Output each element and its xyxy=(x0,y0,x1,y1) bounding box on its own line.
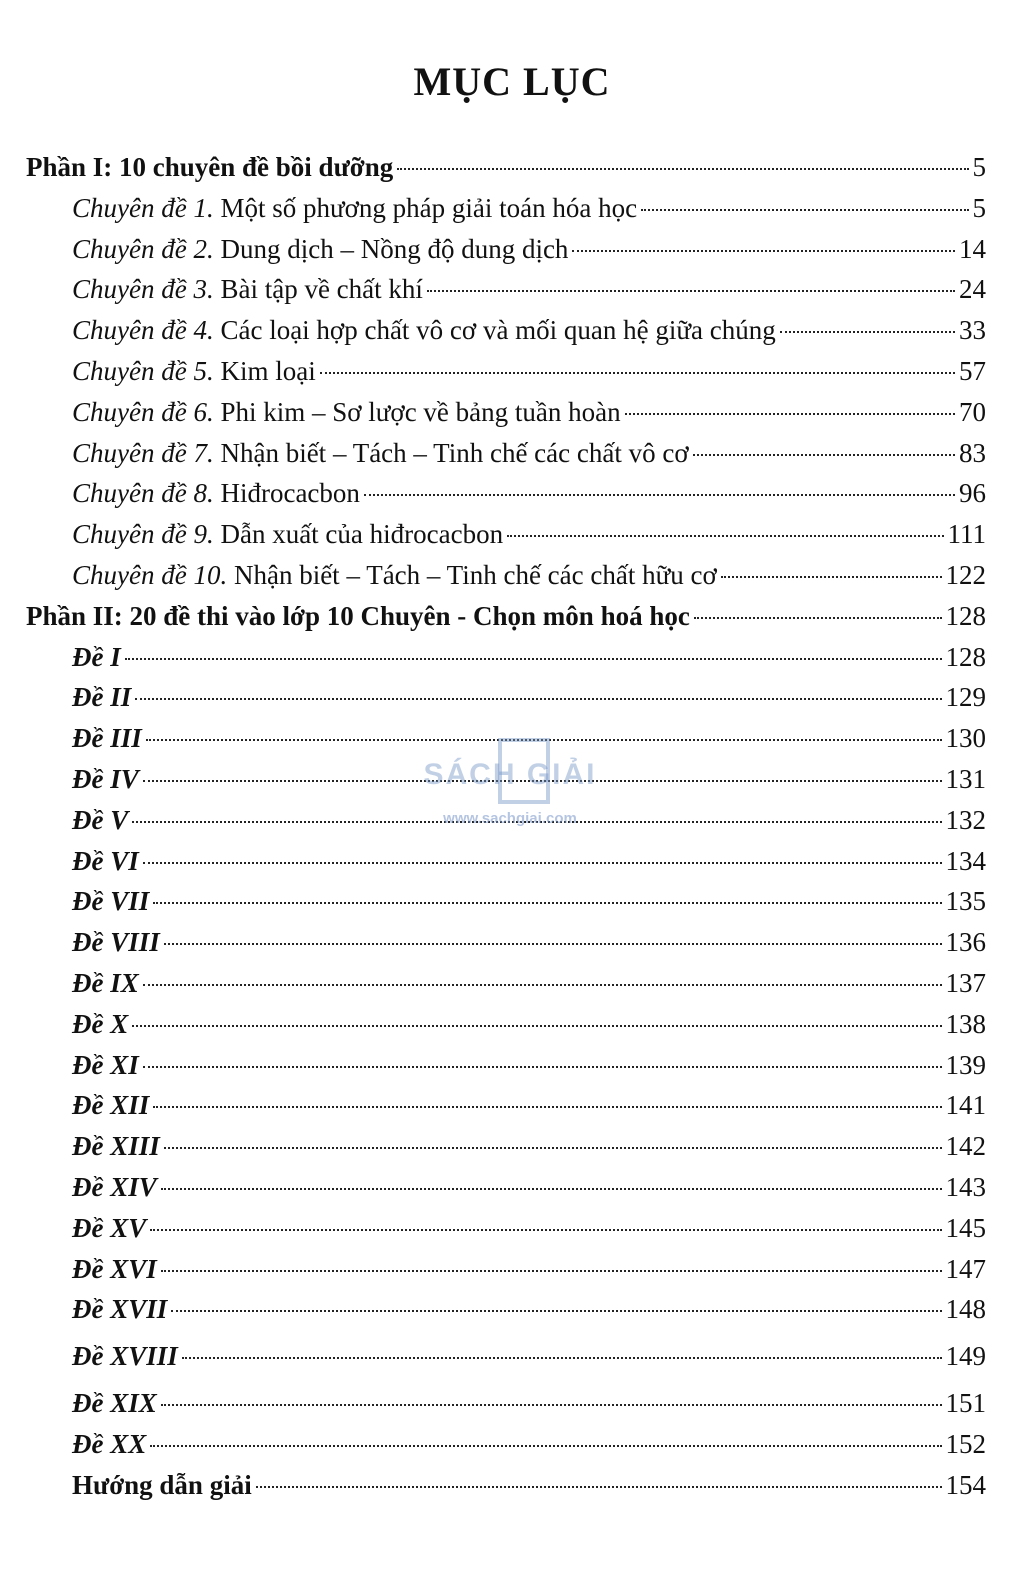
exam-label: Đề IX xyxy=(72,967,139,998)
toc-exam-12[interactable] xyxy=(26,1090,986,1131)
exam-page: 130 xyxy=(945,723,986,754)
toc-topic-1[interactable] xyxy=(26,193,986,234)
exam-page: 142 xyxy=(945,1131,986,1162)
dot-leader xyxy=(572,250,955,252)
exam-page: 149 xyxy=(945,1341,986,1372)
toc-exam-1[interactable] xyxy=(26,642,986,683)
topic-page: 5 xyxy=(972,192,986,223)
exam-page: 137 xyxy=(945,967,986,998)
toc-topic-10[interactable] xyxy=(26,560,986,601)
exam-label: Đề VI xyxy=(72,845,139,876)
exam-page: 134 xyxy=(945,845,986,876)
exam-label: Đề III xyxy=(72,723,142,754)
toc-exam-5[interactable] xyxy=(26,805,986,846)
dot-leader xyxy=(164,1147,942,1149)
topic-title: Một số phương pháp giải toán hóa học xyxy=(213,192,638,223)
topic-title: Các loại hợp chất vô cơ và mối quan hệ giữa chúng xyxy=(213,315,776,346)
topic-prefix: Chuyên đề 10. xyxy=(72,559,228,590)
toc-guide-label: Hướng dẫn giải xyxy=(72,1469,252,1500)
topic-page: 96 xyxy=(959,478,986,509)
dot-leader xyxy=(150,1445,941,1447)
toc-exam-3[interactable] xyxy=(26,723,986,764)
exam-label: Đề II xyxy=(72,682,132,713)
topic-title: Phi kim – Sơ lược về bảng tuần hoàn xyxy=(213,396,621,427)
exam-page: 132 xyxy=(945,804,986,835)
exam-label: Đề XIII xyxy=(72,1131,160,1162)
toc-topic-6[interactable] xyxy=(26,397,986,438)
exam-page: 131 xyxy=(945,763,986,794)
topic-page: 24 xyxy=(959,274,986,305)
exam-label: Đề X xyxy=(72,1008,129,1039)
exam-label: Đề XVI xyxy=(72,1253,157,1284)
watermark-url: www.sachgiai.com xyxy=(443,810,577,827)
exam-label: Đề XVIII xyxy=(72,1341,178,1372)
page-title: MỤC LỤC xyxy=(413,59,611,104)
toc-exam-14[interactable] xyxy=(26,1172,986,1213)
toc-topic-7[interactable] xyxy=(26,438,986,479)
toc-guide[interactable] xyxy=(26,1470,986,1511)
toc-exam-2[interactable] xyxy=(26,682,986,723)
dot-leader xyxy=(143,1066,942,1068)
toc-exam-4[interactable] xyxy=(26,764,986,805)
toc-exam-11[interactable] xyxy=(26,1050,986,1091)
exam-page: 138 xyxy=(945,1008,986,1039)
topic-page: 57 xyxy=(959,355,986,386)
dot-leader xyxy=(150,1229,941,1231)
exam-page: 136 xyxy=(945,927,986,958)
toc-part-1[interactable] xyxy=(26,152,986,193)
topic-prefix: Chuyên đề 9. xyxy=(72,519,214,550)
dot-leader xyxy=(161,1270,942,1272)
dot-leader xyxy=(397,168,968,170)
dot-leader xyxy=(625,413,955,415)
dot-leader xyxy=(132,1025,941,1027)
toc-exam-9[interactable] xyxy=(26,968,986,1009)
toc-exam-13[interactable] xyxy=(26,1131,986,1172)
dot-leader xyxy=(143,780,942,782)
toc-topic-3[interactable] xyxy=(26,274,986,315)
toc-exam-17[interactable] xyxy=(26,1294,986,1335)
topic-title: Bài tập về chất khí xyxy=(213,274,423,305)
exam-label: Đề XII xyxy=(72,1090,150,1121)
exam-label: Đề XIV xyxy=(72,1171,157,1202)
exam-page: 143 xyxy=(945,1171,986,1202)
toc-exam-18[interactable] xyxy=(26,1341,986,1382)
exam-label: Đề IV xyxy=(72,763,139,794)
toc-part-1-page: 5 xyxy=(972,152,986,182)
exam-page: 151 xyxy=(945,1387,986,1418)
topic-title: Kim loại xyxy=(213,355,316,386)
topic-title: Dẫn xuất của hiđrocacbon xyxy=(213,519,504,550)
exam-label: Đề VIII xyxy=(72,927,160,958)
toc-exam-16[interactable] xyxy=(26,1254,986,1295)
topic-title: Hiđrocacbon xyxy=(213,478,360,509)
exam-label: Đề XVII xyxy=(72,1294,168,1325)
topic-prefix: Chuyên đề 8. xyxy=(72,478,214,509)
dot-leader xyxy=(125,658,942,660)
dot-leader xyxy=(143,984,942,986)
table-of-contents xyxy=(26,152,986,1510)
topic-page: 111 xyxy=(947,519,986,550)
exam-page: 152 xyxy=(945,1428,986,1459)
toc-part-2-label: Phần II: 20 đề thi vào lớp 10 Chuyên - Chọn môn hoá học xyxy=(26,600,690,631)
toc-exam-7[interactable] xyxy=(26,886,986,927)
exam-label: Đề XX xyxy=(72,1428,147,1459)
exam-label: Đề VII xyxy=(72,886,150,917)
topic-page: 33 xyxy=(959,315,986,346)
topic-prefix: Chuyên đề 2. xyxy=(72,233,214,264)
dot-leader xyxy=(721,576,942,578)
dot-leader xyxy=(694,617,942,619)
exam-label: Đề XV xyxy=(72,1212,147,1243)
exam-label: Đề XI xyxy=(72,1049,139,1080)
dot-leader xyxy=(641,209,968,211)
exam-page: 147 xyxy=(945,1253,986,1284)
dot-leader xyxy=(364,494,955,496)
topic-page: 83 xyxy=(959,437,986,468)
toc-topic-2[interactable] xyxy=(26,234,986,275)
dot-leader xyxy=(153,1106,941,1108)
dot-leader xyxy=(161,1188,942,1190)
toc-exam-10[interactable] xyxy=(26,1009,986,1050)
dot-leader xyxy=(780,331,955,333)
toc-guide-page: 154 xyxy=(945,1469,986,1500)
exam-page: 128 xyxy=(945,641,986,672)
exam-label: Đề XIX xyxy=(72,1387,157,1418)
topic-page: 70 xyxy=(959,396,986,427)
dot-leader xyxy=(507,535,943,537)
topic-title: Nhận biết – Tách – Tinh chế các chất hữu cơ xyxy=(227,559,717,590)
dot-leader xyxy=(320,372,955,374)
topic-prefix: Chuyên đề 4. xyxy=(72,315,214,346)
exam-page: 139 xyxy=(945,1049,986,1080)
dot-leader xyxy=(143,862,942,864)
dot-leader xyxy=(164,943,942,945)
dot-leader xyxy=(146,739,942,741)
dot-leader xyxy=(161,1404,942,1406)
topic-title: Nhận biết – Tách – Tinh chế các chất vô cơ xyxy=(213,437,689,468)
exam-page: 145 xyxy=(945,1212,986,1243)
toc-exam-6[interactable] xyxy=(26,846,986,887)
toc-topic-5[interactable] xyxy=(26,356,986,397)
exam-page: 129 xyxy=(945,682,986,713)
topic-title: Dung dịch – Nồng độ dung dịch xyxy=(213,233,569,264)
toc-exam-15[interactable] xyxy=(26,1213,986,1254)
topic-page: 122 xyxy=(945,559,986,590)
exam-page: 135 xyxy=(945,886,986,917)
topic-page: 14 xyxy=(959,233,986,264)
dot-leader xyxy=(135,698,941,700)
exam-label: Đề V xyxy=(72,804,129,835)
exam-page: 148 xyxy=(945,1294,986,1325)
dot-leader xyxy=(153,902,941,904)
dot-leader xyxy=(256,1486,942,1488)
dot-leader xyxy=(132,821,941,823)
toc-topic-9[interactable] xyxy=(26,519,986,560)
topic-prefix: Chuyên đề 7. xyxy=(72,437,214,468)
topic-prefix: Chuyên đề 5. xyxy=(72,355,214,386)
toc-part-1-label: Phần I: 10 chuyên đề bồi dưỡng xyxy=(26,152,394,182)
dot-leader xyxy=(182,1357,942,1359)
toc-exam-8[interactable] xyxy=(26,927,986,968)
exam-label: Đề I xyxy=(72,641,121,672)
topic-prefix: Chuyên đề 1. xyxy=(72,192,214,223)
topic-prefix: Chuyên đề 3. xyxy=(72,274,214,305)
toc-exam-19[interactable] xyxy=(26,1388,986,1429)
watermark-text: SÁCH GIẢI xyxy=(423,758,597,791)
dot-leader xyxy=(427,290,955,292)
toc-exam-20[interactable] xyxy=(26,1429,986,1470)
toc-part-2[interactable] xyxy=(26,601,986,642)
dot-leader xyxy=(171,1310,941,1312)
exam-page: 141 xyxy=(945,1090,986,1121)
dot-leader xyxy=(693,454,955,456)
toc-topic-4[interactable] xyxy=(26,315,986,356)
toc-topic-8[interactable] xyxy=(26,478,986,519)
toc-part-2-page: 128 xyxy=(945,600,986,631)
topic-prefix: Chuyên đề 6. xyxy=(72,396,214,427)
